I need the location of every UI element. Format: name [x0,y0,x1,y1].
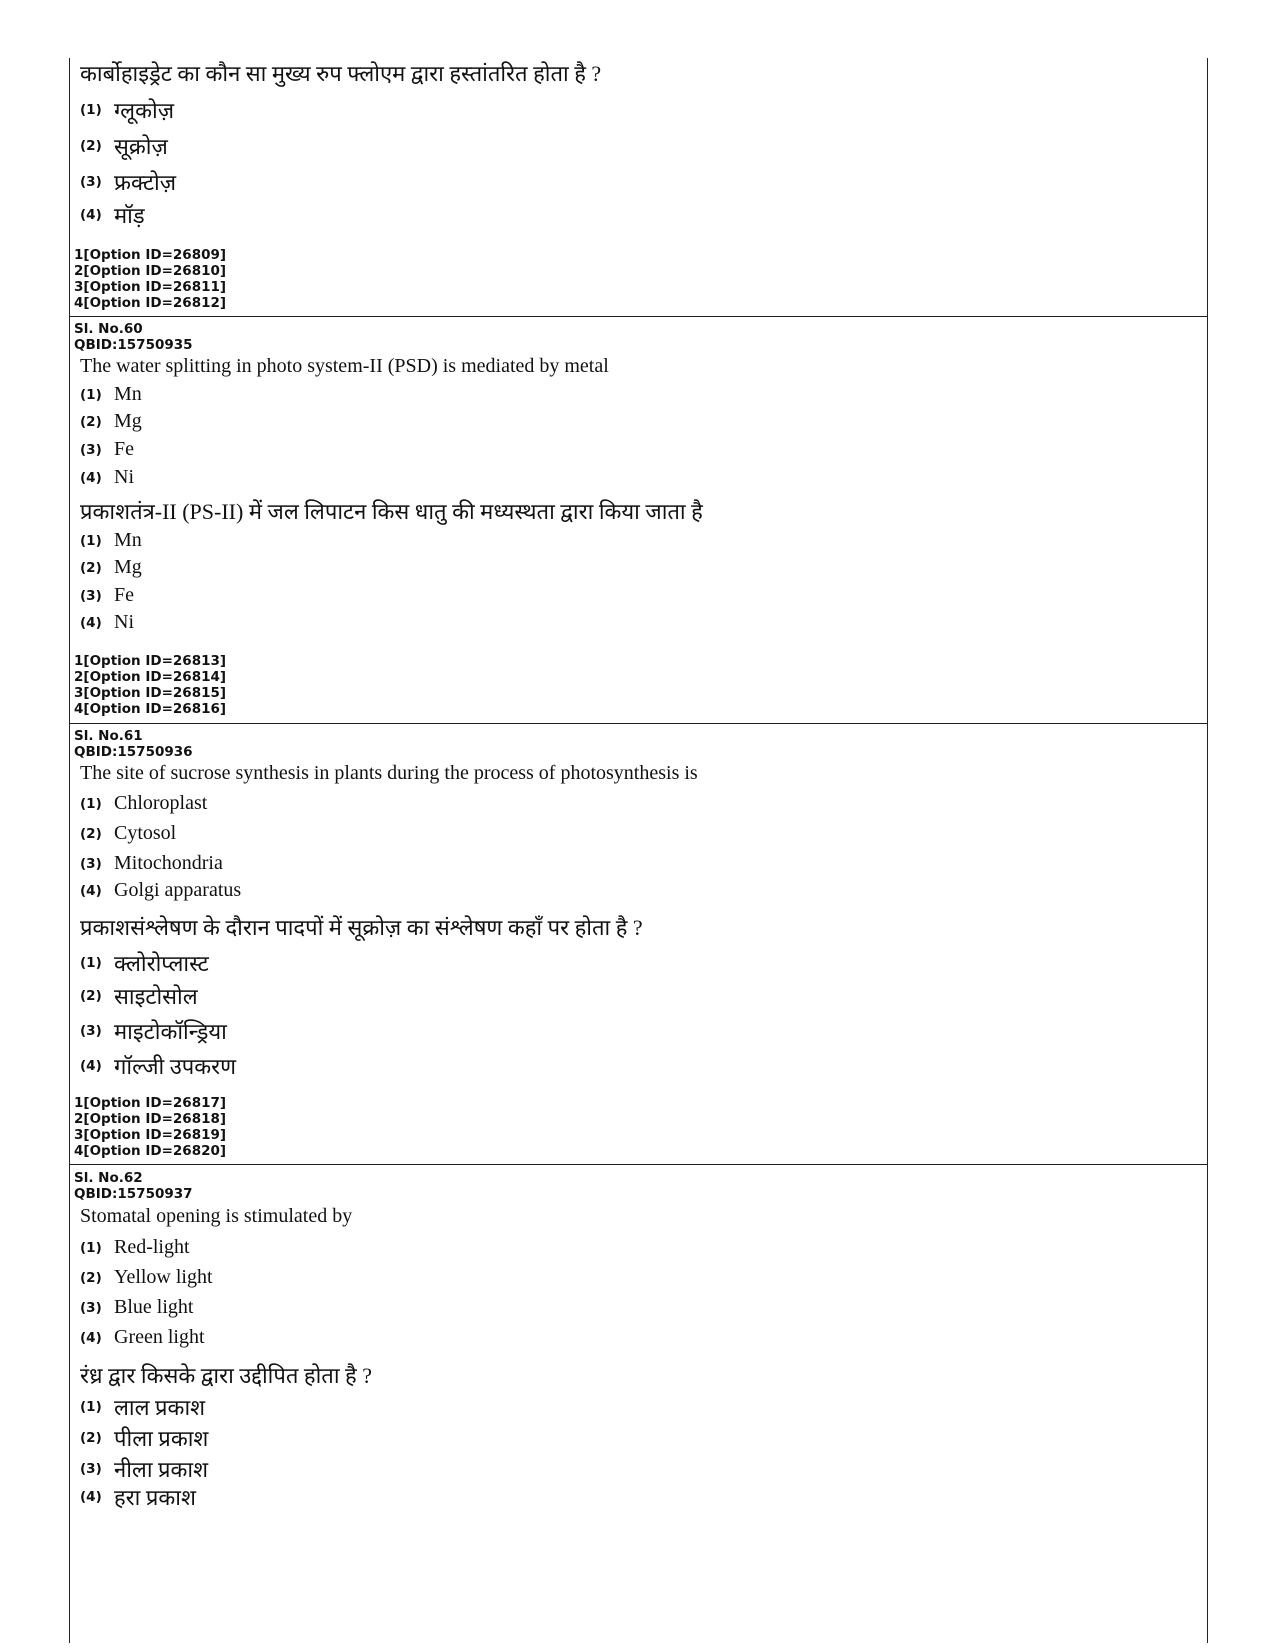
question-60-english-text: The water splitting in photo system-II (PSD) is mediated by metal [80,355,609,377]
question-60-hindi-text: प्रकाशतंत्र-II (PS-II) में जल लिपाटन किस धातु की मध्यस्थता द्वारा किया जाता है [80,499,703,524]
option-text: क्लोरोप्लास्ट [114,951,209,976]
q60-english-option-2 [80,410,142,433]
option-text: सूक्रोज़ [114,134,168,159]
option-text: Chloroplast [114,792,208,814]
q62-hindi-option-4 [80,1482,196,1512]
question-62-block [70,1165,1207,1643]
q60-hindi-option-3 [80,584,134,607]
option-number: (1) [80,532,102,549]
option-number: (2) [80,825,102,842]
q62-hindi-option-3 [80,1454,208,1484]
option-text: पीला प्रकाश [114,1426,209,1451]
option-number: (2) [80,413,102,430]
option-number: (1) [80,1399,102,1415]
question-60-block [70,317,1207,723]
q61-english-option-1 [80,792,207,815]
option-number: (4) [80,1489,102,1505]
option-id: 2[Option ID=26814] [74,669,227,685]
option-text: मॉड़ [114,203,145,228]
option-text: Green light [114,1326,205,1348]
option-id: 1[Option ID=26817] [74,1095,227,1111]
q62-english-option-1 [80,1236,190,1259]
q62-hindi-option-1 [80,1392,205,1422]
q61-hindi-option-2 [80,981,198,1011]
q61-option-ids [74,1095,226,1159]
option-text: माइटोकॉन्ड्रिया [114,1019,227,1044]
option-text: Ni [114,611,134,633]
q60-hindi-option-2 [80,556,142,579]
q61-hindi-option-4 [80,1051,236,1081]
option-id: 1[Option ID=26813] [74,653,227,669]
option-id: 2[Option ID=26818] [74,1111,227,1127]
option-number: (4) [80,207,102,223]
q61-hindi-option-3 [80,1016,227,1046]
q59-hindi-option-1 [80,95,174,125]
q60-english-option-4 [80,466,134,489]
option-text: Mn [114,529,142,551]
q60-english-option-1 [80,383,142,406]
option-text: ग्लूकोज़ [114,98,175,123]
option-id: 4[Option ID=26812] [74,295,227,311]
question-paper-page [69,58,1208,1643]
option-number: (4) [80,882,102,899]
question-61-block [70,724,1207,1164]
option-number: (2) [80,1269,102,1286]
q62-hindi-option-2 [80,1423,208,1453]
option-text: Mitochondria [114,852,223,874]
option-number: (1) [80,386,102,403]
option-number: (3) [80,855,102,872]
option-number: (3) [80,1299,102,1316]
option-number: (4) [80,469,102,486]
q61-english-option-3 [80,852,223,875]
q59-option-ids [74,247,226,311]
serial-number: Sl. No.60 [74,321,143,337]
option-text: Fe [114,438,134,460]
option-id: 3[Option ID=26815] [74,685,227,701]
option-text: Yellow light [114,1266,213,1288]
option-number: (1) [80,795,102,812]
option-text: Mn [114,383,142,405]
question-62-hindi-text: रंध्र द्वार किसके द्वारा उद्दीपित होता है ? [80,1363,372,1388]
q59-hindi-option-2 [80,131,168,161]
option-id: 3[Option ID=26819] [74,1127,227,1143]
q62-english-option-3 [80,1296,193,1319]
question-62-english-text: Stomatal opening is stimulated by [80,1205,353,1227]
serial-number: Sl. No.62 [74,1170,143,1186]
option-text: लाल प्रकाश [114,1395,206,1420]
option-text: Fe [114,584,134,606]
option-number: (3) [80,1023,102,1039]
option-number: (2) [80,988,102,1004]
option-text: Mg [114,410,142,432]
option-text: Blue light [114,1296,194,1318]
option-number: (4) [80,1058,102,1074]
option-number: (3) [80,1461,102,1477]
option-id: 4[Option ID=26816] [74,701,227,717]
option-number: (2) [80,1430,102,1446]
q60-hindi-option-1 [80,529,142,552]
question-61-english-text: The site of sucrose synthesis in plants during the process of photosynthesis is [80,762,698,784]
option-number: (1) [80,955,102,971]
q62-english-option-4 [80,1326,205,1349]
q59-hindi-option-3 [80,167,176,197]
q61-english-option-4 [80,879,241,902]
q60-option-ids [74,653,226,717]
q61-english-option-2 [80,822,176,845]
option-text: नीला प्रकाश [114,1457,209,1482]
option-number: (1) [80,1239,102,1256]
option-number: (3) [80,174,102,190]
option-text: Golgi apparatus [114,879,242,901]
option-text: फ्रक्टोज़ [114,170,177,195]
serial-number: Sl. No.61 [74,728,143,744]
q62-english-option-2 [80,1266,213,1289]
option-text: Cytosol [114,822,177,844]
option-id: 4[Option ID=26820] [74,1143,227,1159]
option-id: 1[Option ID=26809] [74,247,227,263]
option-number: (4) [80,614,102,631]
option-id: 2[Option ID=26810] [74,263,227,279]
option-text: Ni [114,466,134,488]
option-id: 3[Option ID=26811] [74,279,227,295]
question-59-hindi-text: कार्बोहाइड्रेट का कौन सा मुख्य रुप फ्लोएम द्वारा हस्तांतरित होता है ? [80,61,602,86]
option-text: साइटोसोल [114,984,198,1009]
question-bank-id: QBID:15750935 [74,337,193,353]
option-number: (2) [80,138,102,154]
q60-hindi-option-4 [80,611,134,634]
option-number: (3) [80,441,102,458]
option-number: (2) [80,559,102,576]
question-61-hindi-text: प्रकाशसंश्लेषण के दौरान पादपों में सूक्रोज़ का संश्लेषण कहाँ पर होता है ? [80,915,643,940]
question-bank-id: QBID:15750936 [74,744,193,760]
option-number: (3) [80,587,102,604]
option-number: (4) [80,1329,102,1346]
question-59-block [70,58,1207,316]
q60-english-option-3 [80,438,134,461]
q61-hindi-option-1 [80,948,209,978]
question-bank-id: QBID:15750937 [74,1186,193,1202]
option-text: हरा प्रकाश [114,1485,196,1510]
option-number: (1) [80,102,102,118]
option-text: गॉल्जी उपकरण [114,1054,237,1079]
option-text: Red-light [114,1236,190,1258]
option-text: Mg [114,556,142,578]
q59-hindi-option-4 [80,200,145,230]
